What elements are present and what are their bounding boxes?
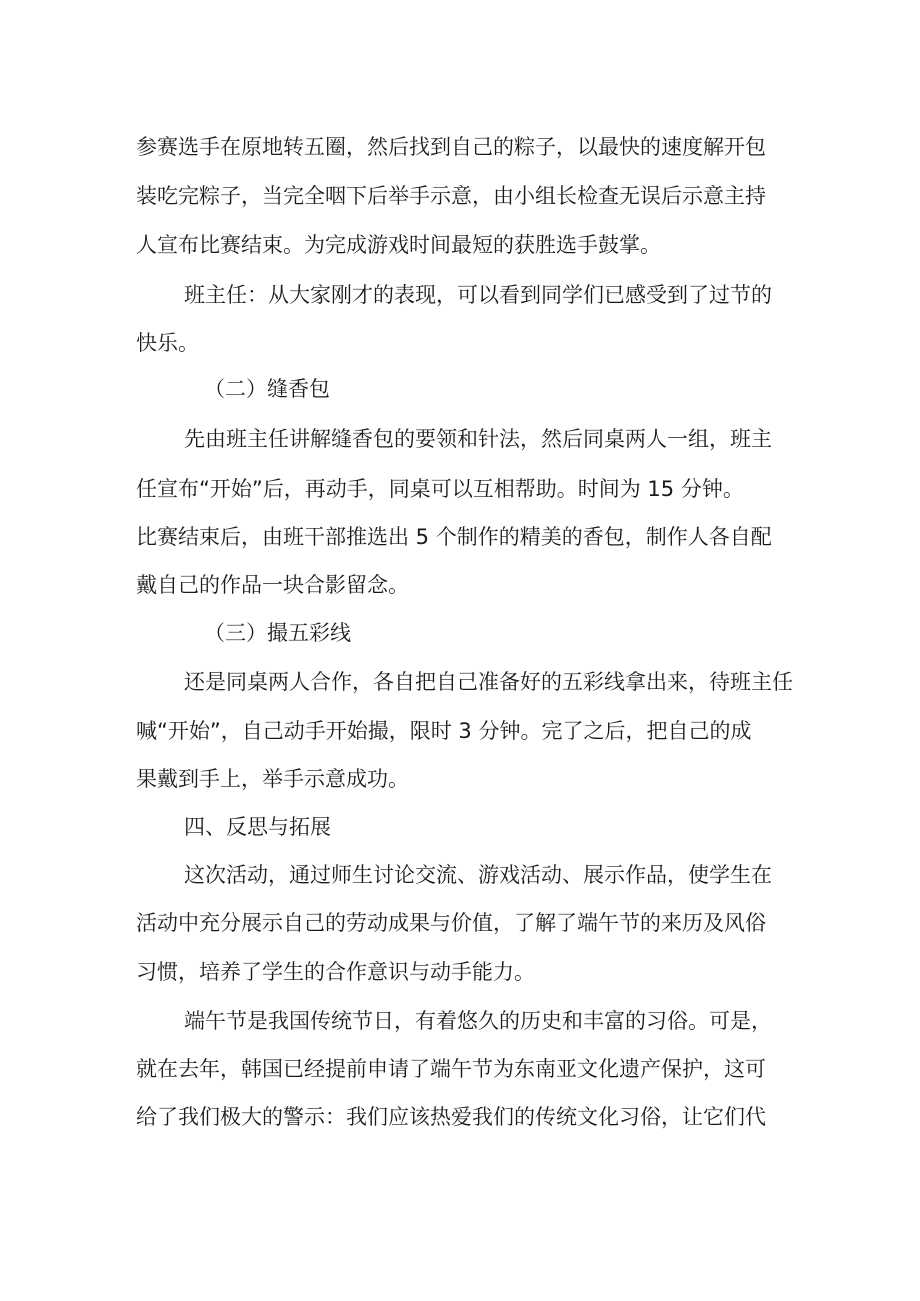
section-heading: （二）缝香包 <box>204 377 330 401</box>
section-heading: 四、反思与拓展 <box>184 815 331 839</box>
paragraph-line: 比赛结束后，由班干部推选出 5 个制作的精美的香包，制作人各自配 <box>136 525 772 549</box>
paragraph-line: 班主任：从大家刚才的表现，可以看到同学们已感受到了过节的 <box>184 283 772 307</box>
paragraph-line: 果戴到手上，举手示意成功。 <box>136 767 409 791</box>
paragraph-line: 端午节是我国传统节日，有着悠久的历史和丰富的习俗。可是， <box>184 1009 772 1033</box>
paragraph-line: 就在去年，韩国已经提前申请了端午节为东南亚文化遗产保护，这可 <box>136 1057 766 1081</box>
paragraph-line: 快乐。 <box>136 331 199 355</box>
paragraph-line: 戴自己的作品一块合影留念。 <box>136 573 409 597</box>
paragraph-line: 先由班主任讲解缝香包的要领和针法，然后同桌两人一组，班主 <box>184 427 772 451</box>
section-heading: （三）撮五彩线 <box>204 621 351 645</box>
paragraph-line: 还是同桌两人合作，各自把自己准备好的五彩线拿出来，待班主任 <box>184 670 793 694</box>
paragraph-line: 这次活动，通过师生讨论交流、游戏活动、展示作品，使学生在 <box>184 863 772 887</box>
paragraph-line: 给了我们极大的警示：我们应该热爱我们的传统文化习俗，让它们代 <box>136 1105 766 1129</box>
paragraph-line: 装吃完粽子，当完全咽下后举手示意，由小组长检查无误后示意主持 <box>136 184 766 208</box>
paragraph-line: 喊“开始”，自己动手开始撮，限时 3 分钟。完了之后，把自己的成 <box>136 719 752 743</box>
paragraph-line: 人宣布比赛结束。为完成游戏时间最短的获胜选手鼓掌。 <box>136 233 661 257</box>
paragraph-line: 参赛选手在原地转五圈，然后找到自己的粽子，以最快的速度解开包 <box>136 135 766 159</box>
paragraph-line: 任宣布“开始”后，再动手，同桌可以互相帮助。时间为 15 分钟。 <box>136 477 744 501</box>
paragraph-line: 活动中充分展示自己的劳动成果与价值，了解了端午节的来历及风俗 <box>136 911 766 935</box>
paragraph-line: 习惯，培养了学生的合作意识与动手能力。 <box>136 960 535 984</box>
